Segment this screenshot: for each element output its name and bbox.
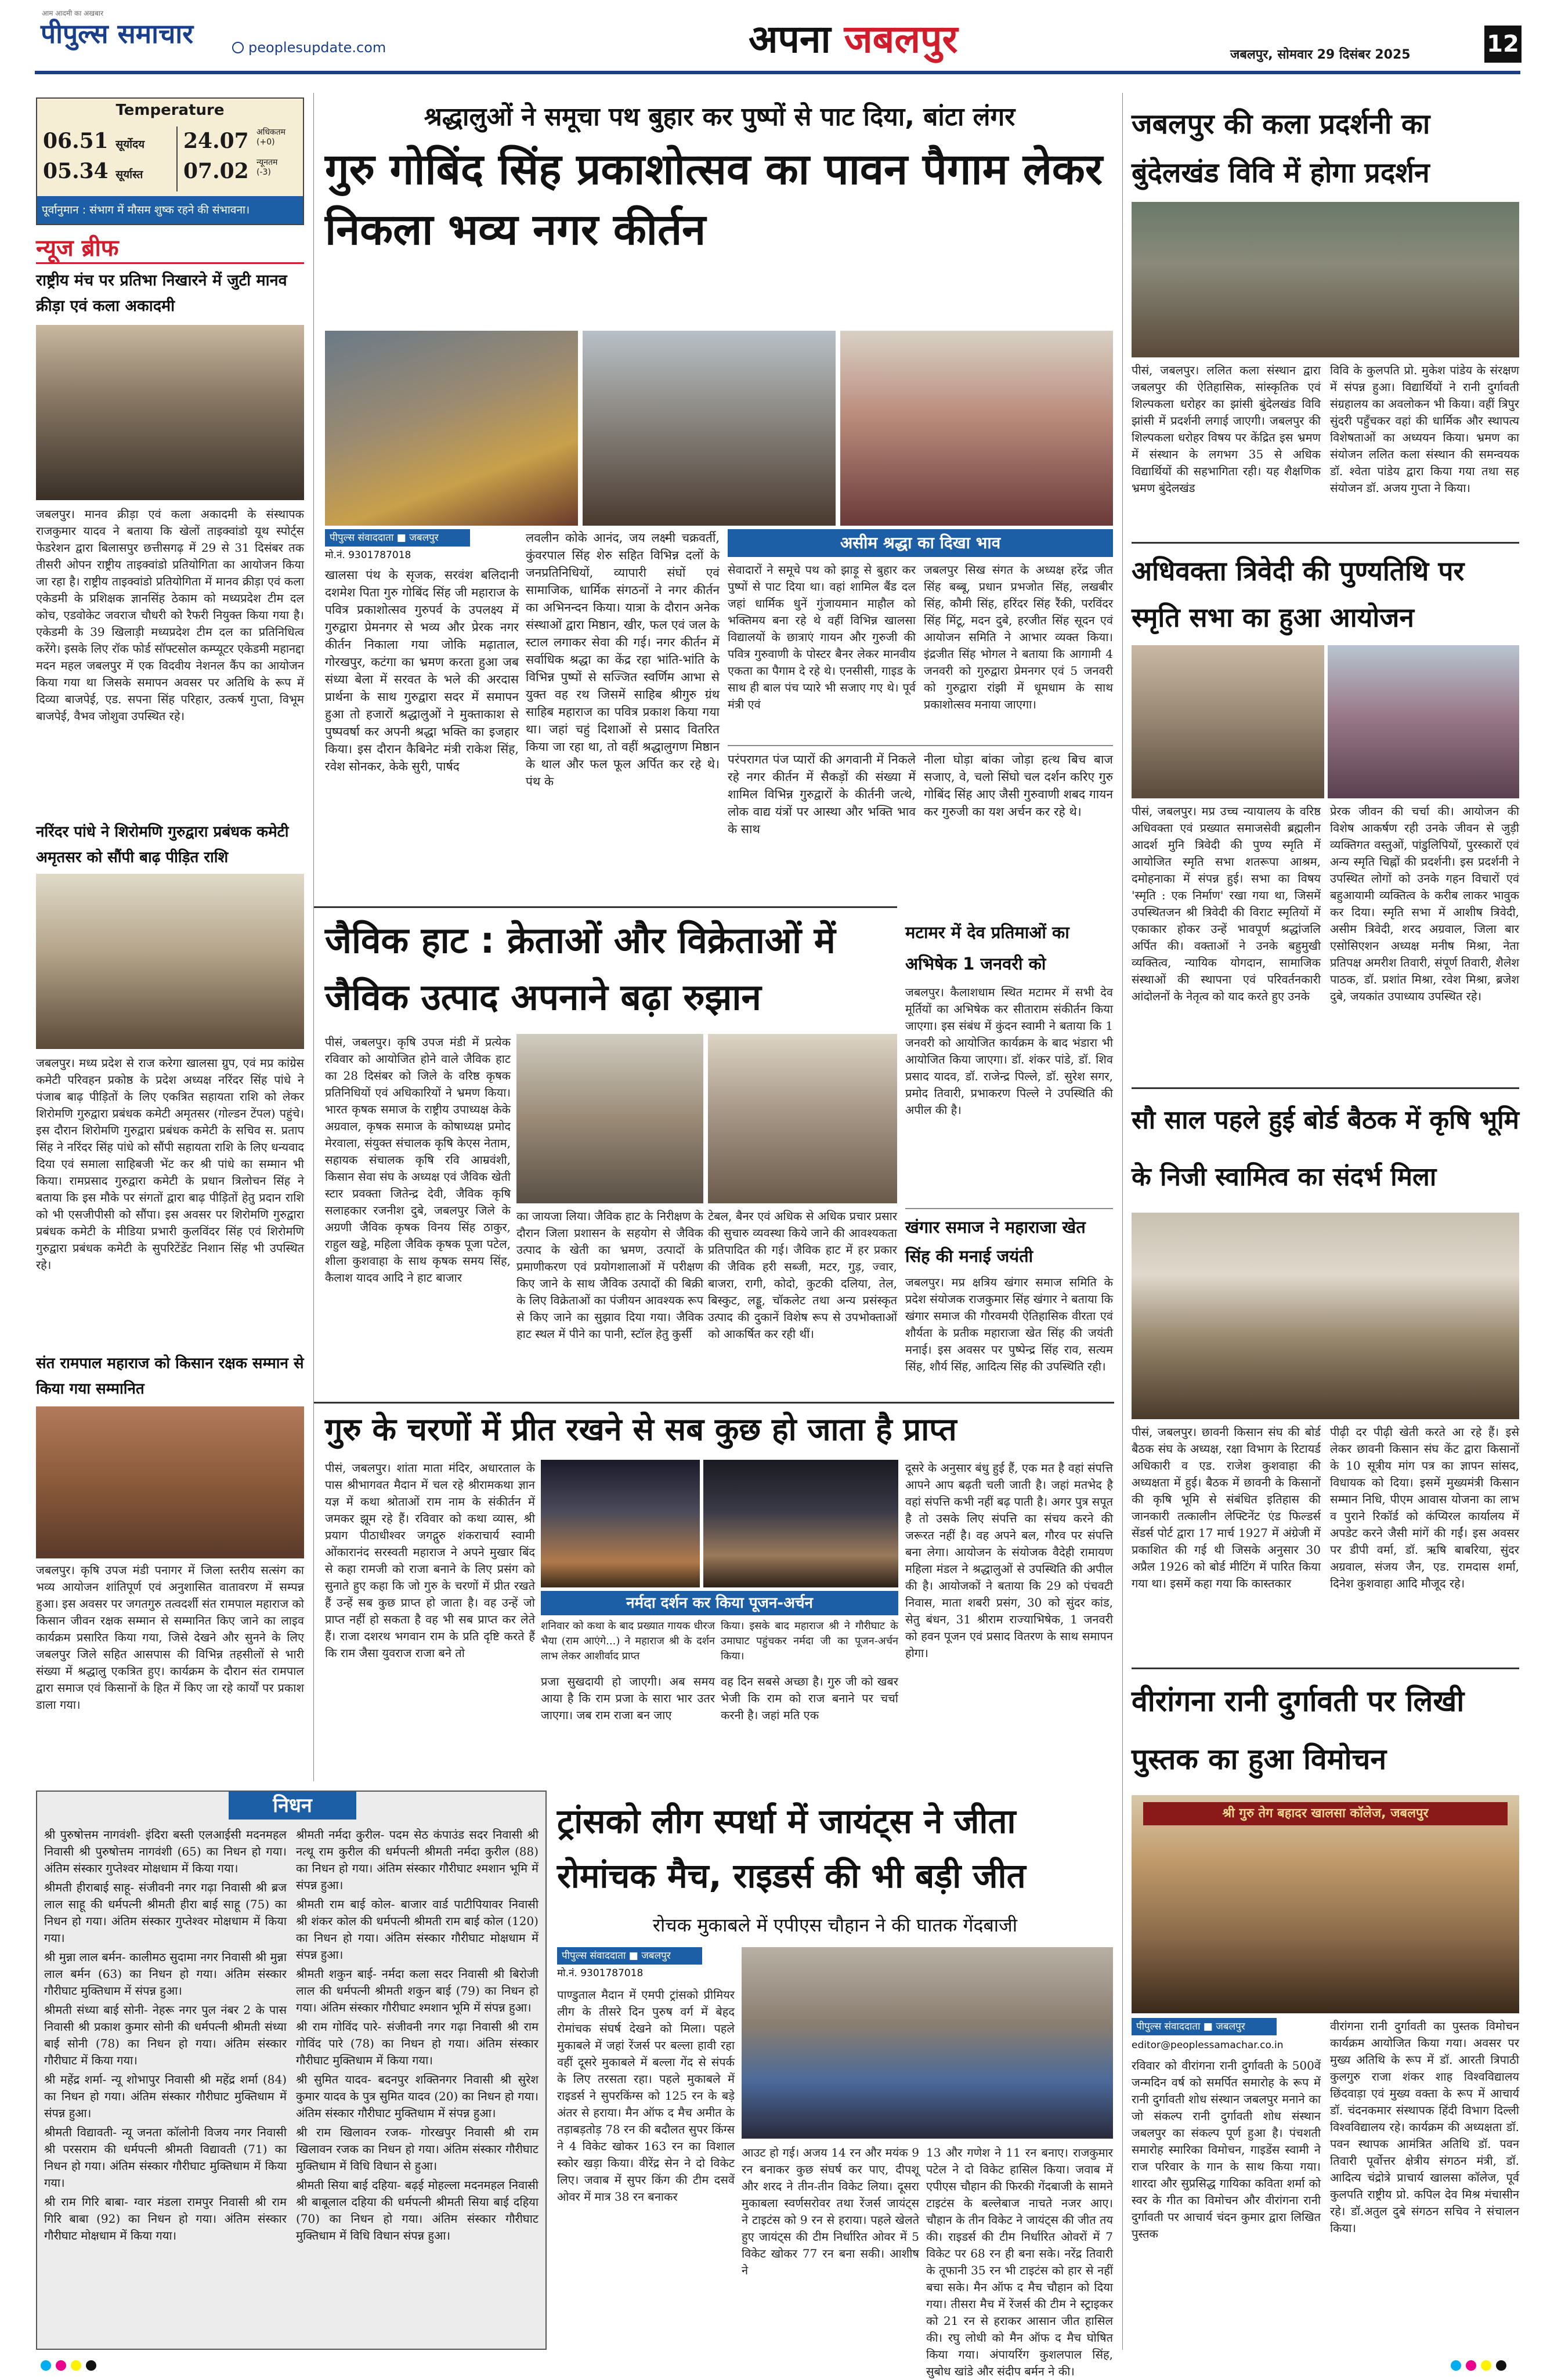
masthead xyxy=(0,0,1554,70)
art-col-1: पीसं, जबलपुर। ललित कला संस्थान द्वारा जबलपुर की ऐतिहासिक, सांस्कृतिक एवं शिल्पकला धरोहर का झांसी बुंदेलखंड विवि झांसी में प्रदर्शनी लगाई जाएगी। जबलपुर की शिल्पकला धरोहर विषय पर केंद्रित इस भ्रमण में संस्थान के लगभग 35 से अधिक विद्यार्थियों की सहभागिता रही। यह शैक्षणिक भ्रमण बुंदेलखंड xyxy=(1132,363,1321,495)
weather-box xyxy=(36,97,304,225)
lead-col-4: जबलपुर सिख संगत के अध्यक्ष हरेंद्र जीत सिंह बब्बू, प्रधान प्रभजोत सिंह, लखबीर सिंह, कौमी सिंह, हरिंदर सिंह रैंकी, परविंदर सिंह मिंटू, मदन दुबे, हरजीत सिंह सूदन एवं आयोजन समिति ने आभार व्यक्त किया। इंद्रजीत सिंह भोगल ने बताया कि आगामी 4 जनवरी को गुरुद्वारा प्रेमनगर एवं 5 जनवरी को गुरुद्वारा रांझी में धूमधाम के साथ प्रकाशोत्सव मनाया जाएगा। xyxy=(924,563,1113,711)
cricket-byline: पीपुल्स संवाददाता ■ जबलपुर xyxy=(557,1947,702,1965)
cricket-byline-name: पीपुल्स संवाददाता xyxy=(562,1950,626,1962)
lead-photo-1 xyxy=(325,331,578,526)
newspaper-logo[interactable] xyxy=(41,13,193,53)
page-number: 12 xyxy=(1484,26,1522,63)
col-rule-right xyxy=(1122,93,1123,2350)
section-title xyxy=(749,12,958,64)
lead-photo-3 xyxy=(840,331,1113,526)
book-col-1: रविवार को वीरांगना रानी दुर्गावती के 500वें जन्मदिन वर्ष को समर्पित समारोह के रूप में रानी दुर्गावती शोध संस्थान जबलपुर मनाने का जो संकल्प रानी दुर्गावती शोध संस्थान जबलपुर का संकल्प पूर्ण हुआ है। पंचशती समारोह स्मारिका विमोचन, गाइडेंस स्वामी ने राज परिवार के गान के साथ किया गया। शारदा और सुप्रसिद्ध गायिका कविता शर्मा को स्वर के गीत का विमोचन और वीरांगना रानी दुर्गावती पर आचार्य चंदन कुमार द्वारा लिखित पुस्तक xyxy=(1132,2059,1321,2241)
obit-entry: श्री राम खिलावन रजक- गोरखपुर निवासी श्री राम खिलावन रजक का निधन हो गया। अंतिम संस्कार गौरीघाट मुक्तिधाम में विधि विधान से हुआ। xyxy=(296,2125,539,2173)
krishi-photo xyxy=(1132,1213,1519,1419)
lead-byline: पीपुल्स संवाददाता ■ जबलपुर xyxy=(325,529,470,547)
trivedi-col-2: प्रेरक जीवन की चर्चा की। आयोजन की विशेष आकर्षण रही उनके जीवन से जुड़ी व्यक्तिगत वस्तुओं, पांडुलिपियों, पुरस्कारों एवं अन्य स्मृति चिह्नों की प्रदर्शनी। इस प्रदर्शनी ने उपस्थित लोगों को उनके गहन विचारों एवं बहुआयामी व्यक्तित्व के करीब लाकर भावुक कर दिया। स्मृति सभा में आशीष त्रिवेदी, असीम त्रिवेदी, शरद अग्रवाल, जिला बार एसोसिएशन अध्यक्ष मनीष मिश्रा, नेता प्रतिपक्ष अमरीश तिवारी, संपूर्ण तिवारी, शैलेश पाठक, डॉ. प्रशांत मिश्रा, रवेश मिश्रा, ब्रजेश दुबे, जयकांत उपाध्याय उपस्थित रहे। xyxy=(1330,804,1519,1003)
registration-marks xyxy=(0,2356,1554,2375)
book-byline-city: जबलपुर xyxy=(1216,2021,1245,2032)
guru-col-1: पीसं, जबलपुर। शांता माता मंदिर, अधारताल के पास श्रीभागवत मैदान में चल रहे श्रीरामकथा ज्ञान यज्ञ में कथा श्रोताओं राम नाम के संकीर्तन में जमकर झूम रहे हैं। रविवार को कथा व्यास, श्री प्रयाग पीठाधीश्वर जगद्गुरु शंकराचार्य स्वामी ओंकारानंद सरस्वती महाराज ने अपने मुखार बिंद से कहा रामजी को राजा बनाने के लिए प्रसंग को सुनाते हुए कहा कि जो गुरु के चरणों में प्रीत रखते हैं उन्हें सब कुछ प्राप्त हो जाता है। वह उन्हें जो प्राप्त नहीं हो सकता है वह भी सब प्राप्त कर लेते हैं। राजा दशरथ भगवान राम के प्रति दृष्टि करते हैं कि राम जैसा युवराज राजा बने तो xyxy=(325,1461,535,1660)
max-label: अधिकतम xyxy=(256,128,286,137)
max-temp: 24.07 xyxy=(183,129,249,153)
book-photo xyxy=(1132,1795,1519,2013)
obit-entry: श्री राम गिरि बाबा- ग्वार मंडला रामपुर निवासी श्री राम गिरि बाबा (92) का निधन हो गया। अंतिम संस्कार गौरीघाट मोक्षधाम में किया गया। xyxy=(44,2195,287,2242)
cricket-photo xyxy=(742,1947,1113,2139)
guru-col-2: प्रजा सुखदायी हो जाएगी। अब समय आया है कि राम प्रजा के सारा भार उतर जाएगा। जब राम राजा बन जाए xyxy=(541,1674,715,1722)
organic-photo-2 xyxy=(708,1034,897,1203)
website-text: peoplesupdate.com xyxy=(248,39,386,56)
lead-byline-name: पीपुल्स संवाददाता xyxy=(330,532,394,544)
lead-kicker: श्रद्धालुओं ने समूचा पथ बुहार कर पुष्पों से पाट दिया, बांटा लंगर xyxy=(424,102,1015,132)
organic-col-3: टेबल, बैनर एवं अधिक से अधिक प्रचार प्रसार की सुचारु व्यवस्था किये जाने की आवश्यकता प्रतिपादित की गई। जैविक हाट में हर प्रकार की जैविक हरी सब्जी, मटर, गुड़, ज्वार, बाजरा, रागी, कोदो, कुटकी दलिया, तेल, बिस्कुट, लड्डू, चॉकलेट तथा अन्य प्रसंस्कृत उत्पाद की दुकानें विशेष रूप से उपभोक्ताओं को आकर्षित कर रही थीं। xyxy=(708,1209,897,1341)
lead-col-3b: परंपरागत पंज प्यारों की अगवानी में निकले रहे नगर कीर्तन में सैकड़ों की संख्या में शामिल विभिन्न गुरुद्वारों के कीर्तनी जत्थे, लोक वाद्य यंत्रों पर आस्था और भक्ति भाव के साथ xyxy=(728,753,916,836)
trivedi-rule xyxy=(1132,542,1519,544)
cricket-col-2: आउट हो गई। अजय 14 रन और मयंक 9 रन बनाकर कुछ संघर्ष कर पाए, दीपशू और शरद ने तीन-तीन विकेट लिया। दूसरा मुकाबला स्वर्णसरोवर तथा रेंजर्स जायंट्स ने टाइटंस को 9 रन से हराया। पहले खेलते हुए जायंट्स की टीम निर्धारित ओवर में 5 विकेट खोकर 77 रन बना सकी। आशीष ने xyxy=(742,2146,919,2277)
brief-photo-1 xyxy=(36,325,304,500)
brief-photo-3 xyxy=(36,1406,304,1558)
cricket-mobile: मो.नं. 9301787018 xyxy=(557,1967,644,1979)
matar-body: जबलपुर। कैलाशधाम स्थित मटामर में सभी देव मूर्तियों का अभिषेक कर सीताराम संकीर्तन किया जाएगा। इस संबंध में कुंदन स्वामी ने बताया कि 1 जनवरी को आयोजित कार्यक्रम के बाद भंडारा भी आयोजित किया जाएगा। डॉ. शंकर पांडे, डॉ. शिव प्रसाद यादव, डॉ. राजेन्द्र पिल्ले, डॉ. सुरेश सगर, प्रमोद तिवारी, प्रभाकरण पिल्ले ने उपस्थिति की अपील की है। xyxy=(905,985,1113,1117)
lead-mobile: मो.नं. 9301787018 xyxy=(325,549,411,561)
obit-entry: श्री सुमित यादव- बदनपुर शक्तिनगर निवासी श्री सुरेश कुमार यादव के पुत्र सुमित यादव (20) का निधन हो गया। अंतिम संस्कार गौरीघाट मुक्तिधाम में संपन्न हुआ। xyxy=(296,2072,539,2120)
brief-body-3: जबलपुर। कृषि उपज मंडी पनागर में जिला स्तरीय सत्संग का भव्य आयोजन शांतिपूर्ण एवं अनुशासित वातावरण में सम्पन्न हुआ। इस अवसर पर जगतगुरु तत्वदर्शी संत रामपाल महाराज को किसान जीवन रक्षक सम्मान से सम्मानित किए जाने का लाइव कार्यक्रम प्रसारित किया गया, जिसे देखने और सुनने के लिए जबलपुर जिले सहित आसपास की विभिन्न तहसीलों से भारी संख्या में श्रद्धालु एकत्रित हुए। कार्यक्रम के दौरान संत रामपाल द्वारा समाज एवं किसानों के हित में किए जा रहे कार्यों पर प्रकाश डाला गया। xyxy=(36,1563,304,1712)
book-byline: पीपुल्स संवाददाता ■ जबलपुर xyxy=(1132,2018,1277,2035)
cricket-col-1: पाण्डुताल मैदान में एमपी ट्रांसको प्रीमियर लीग के तीसरे दिन पुरुष वर्ग में बेहद रोमांचक संघर्ष देखने को मिला। पहले मुकाबले में जहां रेंजर्स पर बल्ला हावी रहा वहीं दूसरे मुकाबले में बल्ला गेंद से संपर्क के लिए तरसता रहा। पहले मुकाबले में राइडर्स ने सुपरकिंग्स को 125 रन के बड़े अंतर से हराया। मैन ऑफ द मैच अमीत के तड़ाबड़तोड़ 78 रन की बदौलत सुपर किंग्स ने 4 विकेट खोकर 163 रन का विशाल स्कोर खड़ा किया। वीरेंद्र सेन ने दो विकेट लिए। जवाब में सुपर किंग की टीम दसवें ओवर में मात्र 38 रन बनाकर xyxy=(557,1988,735,2204)
brief-headline-3: संत रामपाल महाराज को किसान रक्षक सम्मान से किया गया सम्मानित xyxy=(36,1355,304,1398)
dateline: जबलपुर, सोमवार 29 दिसंबर 2025 xyxy=(1230,48,1411,62)
lead-col-2: लवलीन कोके आनंद, जय लक्ष्मी चक्रवर्ती, कुंवरपाल सिंह शेरु सहित विभिन्न दलों के जनप्रतिनिधियों, व्यापारी संघों एवं सामाजिक, धार्मिक संगठनों ने नगर कीर्तन का अभिनन्दन किया। यात्रा के दौरान अनेक संस्थाओं द्वारा मिष्ठान, खीर, फल एवं जल के स्टाल लगाकर सेवा की गई। नगर कीर्तन में सर्वाधिक श्रद्धा का केंद्र रहा भांति-भांति के विभिन्न पुष्पों से सज्जित स्वर्णिम आभा से युक्त वह रथ जिसमें साहिब श्रीगुरु ग्रंथ साहिब महाराज का पवित्र प्रकाश किया गया था। जहां चहुं दिशाओं से प्रसाद वितरित किया जा रहा था, तो वहीं श्रद्धालुगण मिष्ठान के थाल और फल फूल अर्पित कर रहे थे। पंथ के xyxy=(526,531,720,788)
sunrise-time: 06.51 xyxy=(43,129,109,153)
book-byline-name: पीपुल्स संवाददाता xyxy=(1136,2021,1201,2032)
obit-entry: श्रीमती संध्या बाई सोनी- नेहरू नगर पुल नंबर 2 के पास निवासी श्री प्रकाश कुमार सोनी की धर्मपत्नी श्रीमती संध्या बाई सोनी (78) का निधन हो गया। अंतिम संस्कार गौरीघाट में किया गया। xyxy=(44,2003,287,2067)
khangar-headline: खंगार समाज ने महाराजा खेत सिंह की मनाई जयंती xyxy=(905,1217,1086,1266)
masthead-rule xyxy=(35,71,1520,74)
organic-col-1: पीसं, जबलपुर। कृषि उपज मंडी में प्रत्येक रविवार को आयोजित होने वाले जैविक हाट का 28 दिसंबर को जिले के वरिष्ठ कृषक प्रतिनिधियों एवं अधिकारियों ने भ्रमण किया। भारत कृषक समाज के राष्ट्रीय उपाध्यक्ष केके अग्रवाल, कृषक समाज के कोषाध्यक्ष प्रमोद मेरवाला, संयुक्त संचालक कृषि केएस नेताम, सहायक संचालक कृषि रवि आम्रवंशी, किसान सेवा संघ के अध्यक्ष एवं जैविक खेती स्टार प्रवक्ता जितेन्द्र देवी, जैविक कृषि सलाहकार रजनीश दुबे, जबलपुर जिले के अग्रणी जैविक कृषक विनय सिंह ठाकुर, राहुल खड्डे, महिला जैविक कृषक पूजा पटेल, शीला कुशवाहा के साथ कृषक समय सिंह, कैलाश यादव आदि ने हाट बाजार xyxy=(325,1035,511,1285)
col-rule-left xyxy=(313,93,314,1781)
max-delta: (+0) xyxy=(256,138,275,147)
krishi-rule xyxy=(1132,1087,1519,1089)
guru-top-rule xyxy=(313,1402,1114,1404)
cricket-headline: ट्रांसको लीग स्पर्धा में जायंट्स ने जीता रोमांचक मैच, राइडर्स की भी बड़ी जीत xyxy=(557,1802,1026,1896)
lead-col-1: खालसा पंथ के सृजक, सरवंश बलिदानी दशमेश पिता गुरु गोबिंद सिंह जी महाराज के पवित्र प्रकाशोत्सव गुरुपर्व के उपलक्ष्य में गुरुद्वारा प्रेमनगर से भव्य और प्रेरक नगर कीर्तन निकाला गया जोकि मढ़ाताल, गोरखपुर, कटंगा का भ्रमण करता हुआ जब संध्या बेला में सरवत के भले की अरदास प्रार्थना के साथ गुरुद्वारा सदर में समापन हुआ तो हजारों श्रद्धालुओं ने मुक्ताकाश से पुष्पवर्षा कर अपनी श्रद्धा भक्ति का इजहार किया। इस दौरान कैबिनेट मंत्री राकेश सिंह, रवेश सोनकर, केके सुरी, पार्षद xyxy=(325,568,519,773)
lead-photo-2 xyxy=(583,331,836,526)
obit-entry: श्रीमती हीराबाई साहू- संजीवनी नगर गढ़ा निवासी श्री ब्रज लाल साहू की धर्मपत्नी श्रीमती हीरा बाई साहू (75) का निधन हो गया। अंतिम संस्कार गुप्तेश्वर मोक्षधाम में किया गया। xyxy=(44,1880,287,1945)
obit-entry: श्री महेंद्र शर्मा- न्यू शोभापुर निवासी श्री महेंद्र शर्मा (84) का निधन हो गया। अंतिम संस्कार गौरीघाट मुक्तिधाम में संपन्न हुआ। xyxy=(44,2072,287,2120)
book-headline: वीरांगना रानी दुर्गावती पर लिखी पुस्तक का हुआ विमोचन xyxy=(1132,1684,1465,1776)
obituary-col-1 xyxy=(44,1826,287,2343)
brief-body-2: जबलपुर। मध्य प्रदेश से राज करेगा खालसा ग्रुप, एवं मप्र कांग्रेस कमेटी परिवहन प्रकोष्ठ के प्रदेश अध्यक्ष नरिंदर सिंह पांधे ने पंजाब बाढ़ पीड़ितों के लिए एकत्रित सहायता राशि को लेकर शिरोमणि गुरुद्वारा प्रबंधक कमेटी अमृतसर (गोल्डन टेंपल) पहुंचे। इस दौरान शिरोमणि गुरुद्वारा प्रबंधक कमेटी के सचिव स. प्रताप सिंह ने नरिंदर सिंह पांधे को सौंपी सहायता राशि के लिए धन्यवाद दिया एवं समाला साहिबजी भेंट कर श्री पांधे का सम्मान भी किया। रामप्रसाद गुरुद्वारा कमेटी के प्रधान त्रिलोचन सिंह ने बताया कि इस मौके पर संगतों द्वारा बाढ़ पीड़ितों हेतु प्रदान राशि को भी एसजीपीसी को सौंपा। इस अवसर पर शिरोमणि गुरुद्वारा प्रबंधक कमेटी के मीडिया प्रभारी कुलविंदर सिंह एवं शिरोमणि गुरुद्वारा प्रबंधक कमेटी के सुपरिटेंडेंट निशान सिंह भी उपस्थित रहे। xyxy=(36,1056,304,1272)
organic-photo-1 xyxy=(516,1034,703,1203)
brief-rule xyxy=(36,262,304,264)
organic-headline: जैविक हाट : क्रेताओं और विक्रेताओं में जैविक उत्पाद अपनाने बढ़ा रुझान xyxy=(325,919,836,1018)
brief-body-1: जबलपुर। मानव क्रीड़ा एवं कला अकादमी के संस्थापक राजकुमार यादव ने बताया कि खेलों ताइक्वांडो यूथ स्पोर्ट्स फेडरेशन द्वारा बिलासपुर छत्तीसगढ़ में 29 से 31 दिसंबर तक तीसरी ओपन राष्ट्रीय ताइक्वांडो प्रतियोगिता का आयोजन किया जा रहा है। राष्ट्रीय ताइक्वांडो प्रतियोगिता में मानव क्रीड़ा एवं कला एकेडमी के प्रशिक्षक ज्ञानसिंह ठेकाम को मध्यप्रदेश टीम दल कोच, एडवोकेट जवराज चौधरी को रैफरी नियुक्त किया गया है। एकेडमी के 39 खिलाड़ी मध्यप्रदेश टीम दल का प्रतिनिधित्व करेंगे। इसके लिए रॉक फोर्ड सॉफ्टसोल कम्प्यूटर एकेडमी महानद्दा मदन महल जबलपुर में एक विदवीय नेशनल कैंप का आयोजन किया गया था जिसके समापन अवसर पर अतिथि के रूप में दिव्या बाजपेई, एड. सपना सिंह परिहार, उत्कर्ष गुप्ता, विभूम बाजपेई, वैभव जोशुवा उपस्थित रहे। xyxy=(36,507,304,723)
lead-col-3: सेवादारों ने समूचे पथ को झाड़ू से बुहार कर पुष्पों से पाट दिया था। वहां शामिल बैंड दल जहां धार्मिक धुनें गुंजायमान माहौल को भक्तिमय बना रहे थे वहीं विभिन्न खालसा विद्यालयों के छात्राएं गायन और गुरुजी की पवित्र गुरुवाणी के पोस्टर बैनर लेकर मानवीय एकता का पैगाम दे रहे थे। एनसीसी, गाइड के साथ ही बाल पंच प्यारे भी सजाए गए थे। पूर्व मंत्री एवं xyxy=(728,563,916,711)
guru-photo-sub: शनिवार को कथा के बाद प्रख्यात गायक धीरज भैया (राम आएंगे...) ने महाराज श्री के दर्शन लाभ लेकर आशीर्वाद प्राप्त xyxy=(541,1620,715,1662)
min-label: न्यूनतम xyxy=(256,158,278,167)
sunset-label: सूर्यास्त xyxy=(115,168,143,181)
obit-entry: श्रीमती शकुन बाई- नर्मदा कला सदर निवासी श्री बिरोजी लाल की धर्मपत्नी श्रीमती शकुन बाई (79) का निधन हो गया। अंतिम संस्कार गौरीघाट श्मशान भूमि में संपन्न हुआ। xyxy=(296,1967,539,2014)
cricket-deck: रोचक मुकाबले में एपीएस चौहान ने की घातक गेंदबाजी xyxy=(652,1914,1018,1936)
book-email[interactable]: editor@peoplessamachar.co.in xyxy=(1132,2039,1284,2051)
book-photo-banner: श्री गुरु तेग बहादर खालसा कॉलेज, जबलपुर xyxy=(1143,1802,1508,1825)
guru-photo-2 xyxy=(703,1460,898,1587)
section-title-b: जबलपुर xyxy=(844,17,958,62)
brief-headline-2: नरिंदर पांधे ने शिरोमणि गुरुद्वारा प्रबंधक कमेटी अमृतसर को सौंपी बाढ़ पीड़ित राशि xyxy=(36,823,289,866)
guru-photo-sub-2: किया। इसके बाद महाराज श्री ने गौरीघाट के उमाघाट पहुंचकर नर्मदा जी का पूजन-अर्चन किया। xyxy=(721,1620,898,1662)
krishi-col-2: पीढ़ी दर पीढ़ी खेती करते आ रहे हैं। इसे लेकर छावनी किसान संघ केंट द्वारा किसानों के 10 सूत्रीय मांग पत्र का ज्ञापन सांसद, विधायक को दिया। इसमें मुख्यमंत्री किसान सम्मान निधि, पीएम आवास योजना का लाभ व पुराने रिकॉर्ड को कंप्यिरल कार्यालय में अपडेट करने जैसी मांगें की गईं। इस अवसर पर डीपी वर्मा, डॉ. ऋषि बाबरिया, सुंदर अग्रवाल, संजय जैन, एड. रामदास शर्मा, दिनेश कुशवाहा आदि मौजूद रहे। xyxy=(1330,1425,1519,1590)
lead-col-4b: नीला घोड़ा बांका जोड़ा हत्थ बिच बाज सजाए, वे, चलो सिंघो चल दर्शन करिए गुरु गोबिंद सिंह आए जैसी गुरुवाणी शबद गायन कर गुरुजी का यश अर्चन कर रहे थे। xyxy=(924,753,1113,819)
lead-inner-rule xyxy=(728,745,1113,746)
cricket-byline-city: जबलपुर xyxy=(641,1950,671,1962)
brief-headline-1: राष्ट्रीय मंच पर प्रतिभा निखारने में जुटी मानव क्रीड़ा एवं कला अकादमी xyxy=(36,272,287,315)
krishi-col-1: पीसं, जबलपुर। छावनी किसान संघ की बोर्ड बैठक संघ के अध्यक्ष, रक्षा विभाग के रिटायर्ड अधिकारी व एड. राजेश कुशवाहा की अध्यक्षता में हुई। बैठक में छावनी के किसानों की कृषि भूमि से संबंधित इतिहास की जानकारी तत्कालीन लेफ्टिनेंट एंड फिल्डर्स सेंडर्स पोर्ट द्वारा 17 मार्च 1927 में अंग्रेजी में प्रकाशित की गई थी जिसके अनुसार 30 अप्रैल 1926 को बोर्ड मीटिंग में पारित किया गया था। इसमें कहा गया कि कास्तकार xyxy=(1132,1425,1321,1590)
logo-text: पीपुल्स समाचार xyxy=(41,18,194,49)
obit-entry: श्रीमती विद्यावती- न्यू जनता कॉलोनी विजय नगर निवासी श्री परसराम की धर्मपत्नी श्रीमती विद्यावती (71) का निधन हो गया। अंतिम संस्कार गौरीघाट मुक्तिधाम में किया गया। xyxy=(44,2125,287,2190)
matar-headline: मटामर में देव प्रतिमाओं का अभिषेक 1 जनवरी को xyxy=(905,923,1069,974)
lead-headline: गुरु गोबिंद सिंह प्रकाशोत्सव का पावन पैगाम लेकर निकला भव्य नगर कीर्तन xyxy=(325,144,1103,255)
guru-col-3: वह दिन सबसे अच्छा है। गुरु जी को खबर भेजी कि राम को राज बनाने पर चर्चा करनी है। जहां मति एक xyxy=(721,1674,898,1722)
obit-entry: श्रीमती राम बाई कोल- बाजार वार्ड पाटीपियावर निवासी श्री शंकर कोल की धर्मपत्नी श्रीमती राम बाई कोल (120) का निधन हो गया। अंतिम संस्कार गौरीघाट मोक्षधाम में संपन्न हुआ। xyxy=(296,1897,539,1962)
sunrise-label: सूर्योदय xyxy=(115,138,145,151)
organic-col-2: का जायजा लिया। जैविक हाट के निरीक्षण के दौरान जिला प्रशासन के सहयोग से जैविक उत्पाद के खेती का भ्रमण, उत्पादों के प्रमाणीकरण एवं प्रयोगशालाओं में परीक्षण किए जाने के साथ जैविक उत्पादों की बिक्री के लिए विक्रेताओं का पंजीयन आवश्यक रूप से किए जाने का सुझाव दिया गया। जैविक हाट स्थल में पीने का पानी, स्टॉल हेतु कुर्सी xyxy=(516,1209,703,1341)
weather-title: Temperature xyxy=(115,102,225,119)
trivedi-col-1: पीसं, जबलपुर। मप्र उच्च न्यायालय के वरिष्ठ अधिवक्ता एवं प्रख्यात समाजसेवी ब्रह्मलीन आदर्श मुनि त्रिवेदी की पुण्य स्मृति में आयोजित स्मृति सभा शतरूपा आश्रम, दमोहनाका में संपन्न हुई। सभा का विषय 'स्मृति : एक निर्माण' रखा गया था, जिसमें उपस्थितजन श्री त्रिवेदी की विराट स्मृतियों में एकाकार होकर उन्हें भावपूर्ण श्रद्धांजलि अर्पित की। वक्ताओं ने उनके बहुमुखी व्यक्तित्व, न्यायिक योगदान, सामाजिक संस्थाओं की स्थापना एवं परिवर्तनकारी आंदोलनों के नेतृत्व को याद करते हुए उनके xyxy=(1132,804,1321,1003)
art-col-2: विवि के कुलपति प्रो. मुकेश पांडेय के संरक्षण में संपन्न हुआ। विद्यार्थियों ने रानी दुर्गावती संग्रहालय का अवलोकन भी किया। वहीं त्रिपुर सुंदरी पहुँचकर वहां की धार्मिक और स्थापत्य विशेषताओं का अध्ययन किया। भ्रमण का संयोजन ललित कला संस्थान की समन्वयक डॉ. श्वेता पांडेय द्वारा किया गया तथा सह संयोजन डॉ. अजय गुप्ता ने किया। xyxy=(1330,363,1519,495)
obit-entry: श्रीमती नर्मदा कुरील- पदम सेठ कंपाउंड सदर निवासी श्री नत्थू राम कुरील की धर्मपत्नी श्रीमती नर्मदा कुरील (88) का निधन हो गया। अंतिम संस्कार गौरीघाट श्मशान भूमि में संपन्न हुआ। xyxy=(296,1828,539,1892)
news-brief-label: न्यूज ब्रीफ xyxy=(36,235,119,262)
guru-col-4: दूसरे के अनुसार बंधु हुई हैं, एक मत है वहां संपत्ति आपने आप बढ़ती चली जाती है। जहां मतभेद है वहां संपत्ति कभी नहीं बढ़ पाती है। अगर पुत्र सपूत है तो उसके लिए संपत्ति का संचय करने की जरूरत नहीं है। वह अपने बल, गौरव पर संपत्ति बना लेगा। आयोजन के संयोजक वैदेही रामायण महिला मंडल ने श्रद्धालुओं से उपस्थिति की अपील की है। आयोजकों ने बताया कि 29 को पंचवटी निवास, माता शबरी प्रसंग, 30 को सुंदर कांड, सेतु बंधन, 31 श्रीराम राज्याभिषेक, 1 जनवरी को हवन पूजन एवं प्रसाद वितरण के साथ समापन होगा। xyxy=(905,1461,1113,1660)
obit-entry: श्री पुरुषोत्तम नागवंशी- इंदिरा बस्ती एलआईसी मदनमहल निवासी श्री पुरुषोत्तम नागवंशी (65) का निधन हो गया। अंतिम संस्कार गुप्तेश्वर मोक्षधाम में किया गया। xyxy=(44,1828,287,1875)
obituary-box xyxy=(36,1791,547,2350)
logo-tagline: आम आदमी का अखबार xyxy=(42,9,103,17)
trivedi-headline: अधिवक्ता त्रिवेदी की पुण्यतिथि पर स्मृति सभा का हुआ आयोजन xyxy=(1132,555,1465,633)
khangar-body: जबलपुर। मप्र क्षत्रिय खंगार समाज समिति के प्रदेश संयोजक राजकुमार सिंह खंगार ने बताया कि खंगार समाज की गौरवमयी ऐतिहासिक वीरता एवं शौर्यता के प्रतीक महाराजा खेत सिंह की जयंती मनाई। इस अवसर पर पुष्पेन्द्र सिंह राव, सत्यम सिंह, शौर्य सिंह, आदित्य सिंह की उपस्थिति रही। xyxy=(905,1275,1113,1373)
guru-headline: गुरु के चरणों में प्रीत रखने से सब कुछ हो जाता है प्राप्त xyxy=(325,1411,957,1448)
book-rule xyxy=(1132,1668,1519,1669)
brief-photo-2 xyxy=(36,874,304,1049)
lead-byline-city: जबलपुर xyxy=(409,532,439,544)
section-title-a: अपना xyxy=(749,17,831,62)
globe-icon xyxy=(232,42,244,53)
obit-entry: श्री मुन्ना लाल बर्मन- कालीमठ सुदामा नगर निवासी श्री मुन्ना लाल बर्मन (63) का निधन हो गया। अंतिम संस्कार गौरीघाट मुक्तिधाम में संपन्न हुआ। xyxy=(44,1950,287,1998)
cricket-col-3: 13 और गणेश ने 11 रन बनाए। राजकुमार पटेल ने दो विकेट हासिल किया। जवाब में एपीएस चौहान की फिरकी गेंदबाजी के सामने टाइटंस के बल्लेबाज नाचते नजर आए। चौहान के तीन विकेट ने जायंट्स की जीत तय की। राइडर्स की टीम निर्धारित ओवरों में 7 विकेट पर 68 रन ही बना सके। नरेंद्र तिवारी के तूफानी 35 रन भी टाइटंस को हार से नहीं बचा सके। मैन ऑफ द मैच चौहान को दिया गया। तीसरा मैच में रेंजर्स की टीम ने स्ट्राइकर को 21 रन से हराकर आसान जीत हासिल की। रघु लोधी को मैन ऑफ द मैच घोषित किया गया। अंपायरिंग कुशलपाल सिंह, सुबोध खांडे और संदीप बर्मन ने की। xyxy=(926,2146,1113,2378)
trivedi-photo-2 xyxy=(1328,645,1519,798)
min-temp: 07.02 xyxy=(183,159,249,183)
matar-rule xyxy=(905,1208,1113,1209)
min-delta: (-3) xyxy=(256,168,271,177)
art-photo xyxy=(1132,202,1519,357)
website-link[interactable] xyxy=(232,39,386,56)
lead-photo-caption: असीम श्रद्धा का दिखा भाव xyxy=(728,529,1113,557)
guru-photo-1 xyxy=(541,1460,700,1587)
sunset-time: 05.34 xyxy=(43,159,109,183)
book-col-2: वीरांगना रानी दुर्गावती का पुस्तक विमोचन कार्यक्रम आयोजित किया गया। अवसर पर मुख्य अतिथि के रूप में डॉ. आरती त्रिपाठी कुलगुरु राजा शंकर शाह विश्वविद्यालय छिंदवाड़ा एवं मुख्य वक्ता के रूप में आचार्य डॉ. चंदनकमार संस्थापक हिंदी विभाग दिल्ली विश्वविद्यालय रहे। कार्यक्रम की अध्यक्षता डॉ. पवन स्थापक आमंत्रित अतिथि डॉ. पवन तिवारी पूर्वोत्तर क्षेत्रीय संगठन मंत्री, डॉ. आदित्य चंद्रोत्रे प्राचार्य खालसा कॉलेज, पूर्व कुलपति राष्ट्रीय प्रो. कपिल देव मिश्र मंचासीन रहे। डॉ.अतुल दुबे संगठन सचिव ने संचालन किया। xyxy=(1330,2019,1519,2235)
obituary-col-2 xyxy=(296,1826,539,2343)
obit-entry: श्रीमती सिया बाई दहिया- बढ़ई मोहल्ला मदनमहल निवासी श्री बाबूलाल दहिया की धर्मपत्नी श्रीमती सिया बाई दहिया (70) का निधन हो गया। अंतिम संस्कार गौरीघाट मुक्तिधाम में विधि विधान संपन्न हुआ। xyxy=(296,2178,539,2242)
organic-top-rule xyxy=(313,906,897,908)
trivedi-photo-1 xyxy=(1132,645,1324,798)
weather-forecast: पूर्वानुमान : संभाग में मौसम शुष्क रहने की संभावना। xyxy=(37,196,303,224)
krishi-headline: सौ साल पहले हुई बोर्ड बैठक में कृषि भूमि के निजी स्वामित्व का संदर्भ मिला xyxy=(1132,1105,1519,1192)
guru-photo-caption: नर्मदा दर्शन कर किया पूजन-अर्चन xyxy=(541,1591,898,1615)
obituary-title: निधन xyxy=(229,1792,356,1820)
obit-entry: श्री राम गोविंद पारे- संजीवनी नगर गढ़ा निवासी श्री राम गोविंद पारे (78) का निधन हो गया। अंतिम संस्कार गौरीघाट मुक्तिधाम में किया गया। xyxy=(296,2020,539,2067)
art-headline: जबलपुर की कला प्रदर्शनी का बुंदेलखंड विवि में होगा प्रदर्शन xyxy=(1132,108,1430,189)
